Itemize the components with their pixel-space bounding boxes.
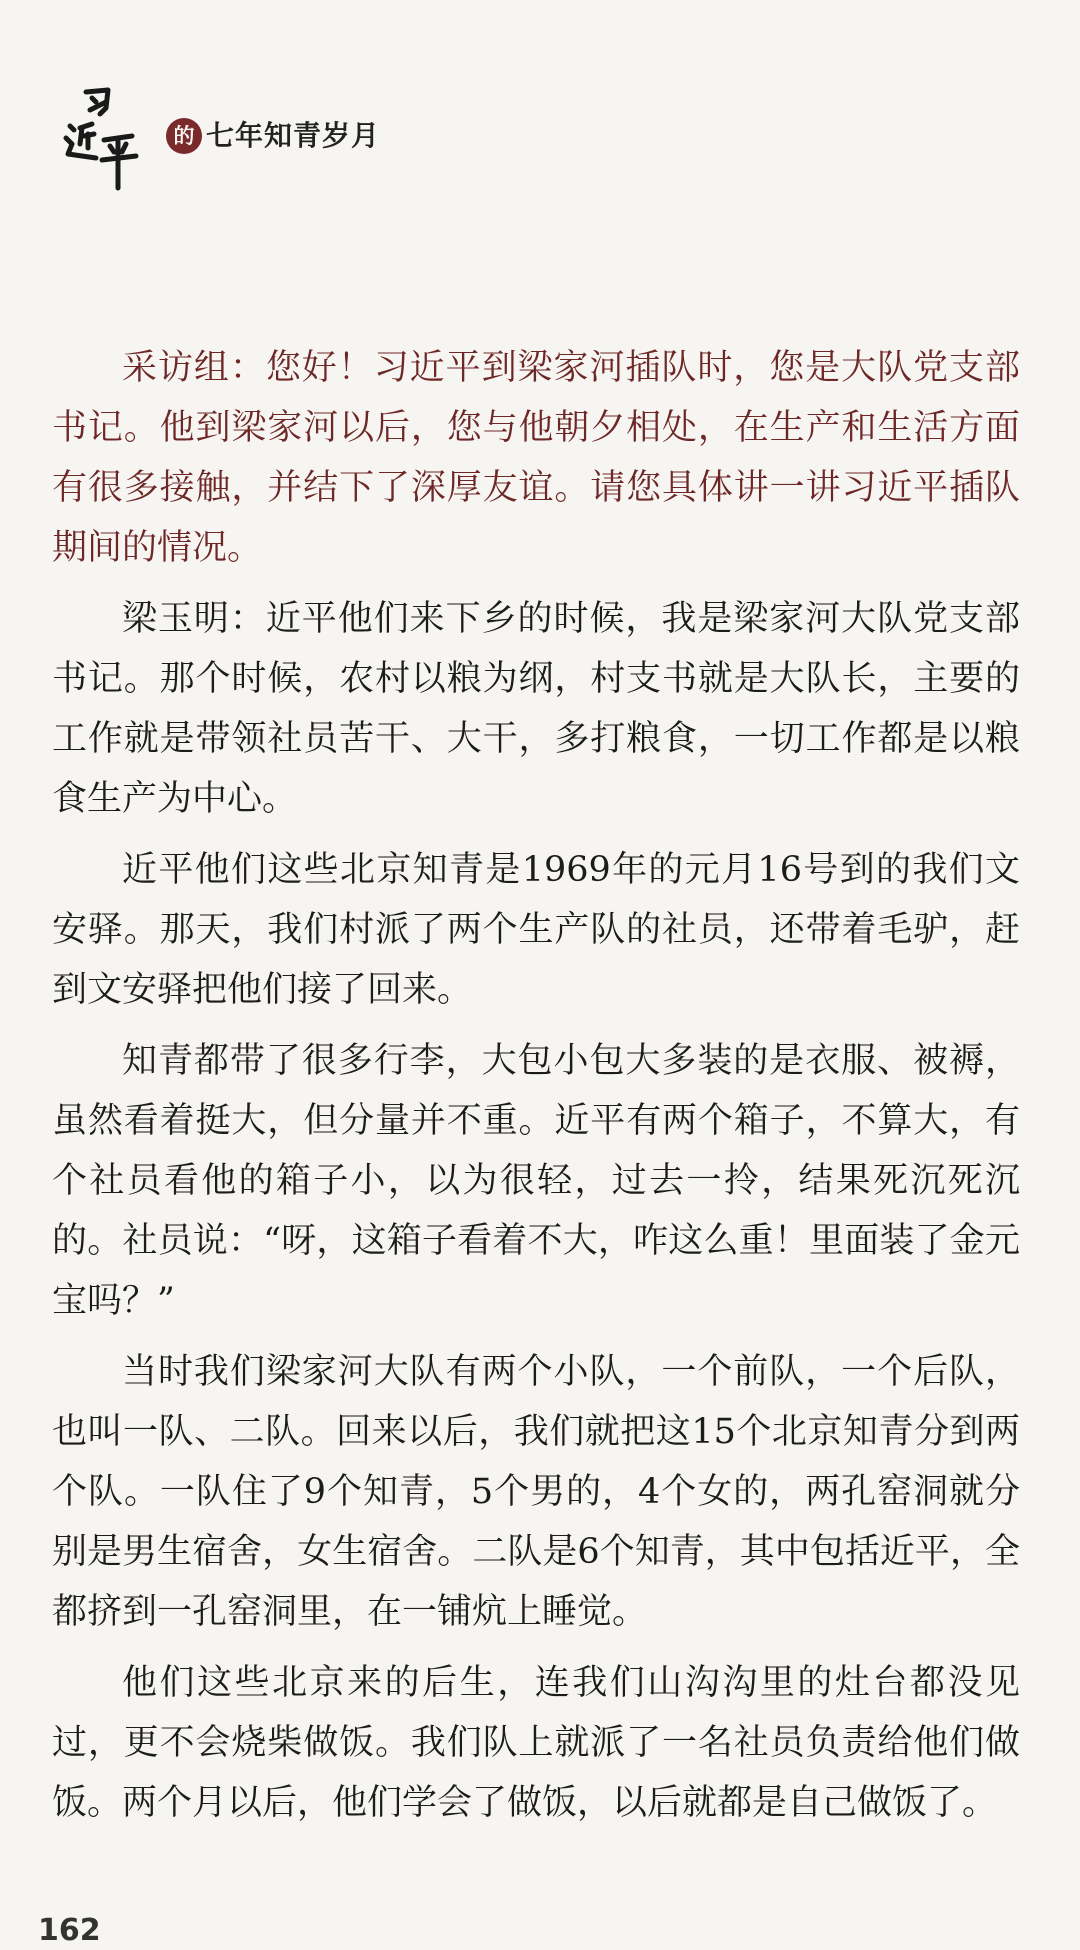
page-header: [56, 78, 456, 208]
interview-question-paragraph: 采访组：您好！习近平到梁家河插队时，您是大队党支部书记。他到梁家河以后，您与他朝夕相处，在生产和生活方面有很多接触，并结下了深厚友谊。请您具体讲一讲习近平插队期间的情况。: [52, 348, 1020, 568]
answer-paragraph: 梁玉明：近平他们来下乡的时候，我是梁家河大队党支部书记。那个时候，农村以粮为纲，村支书就是大队长，主要的工作就是带领社员苦干、大干，多打粮食，一切工作都是以粮食生产为中心。: [52, 599, 1020, 819]
calligraphy-logo: [56, 78, 156, 198]
book-title: 七年知青岁月: [206, 119, 381, 152]
article-body: [52, 338, 1020, 1833]
body-paragraph: 他们这些北京来的后生，连我们山沟沟里的灶台都没见过，更不会烧柴做饭。我们队上就派了一名社员负责给他们做饭。两个月以后，他们学会了做饭，以后就都是自己做饭了。: [52, 1663, 1020, 1823]
body-paragraph: 知青都带了很多行李，大包小包大多装的是衣服、被褥，虽然看着挺大，但分量并不重。近平有两个箱子，不算大，有个社员看他的箱子小，以为很轻，过去一拎，结果死沉死沉的。社员说：“呀，这箱子看着不大，咋这么重！里面装了金元宝吗？”: [52, 1041, 1020, 1321]
body-paragraph: 当时我们梁家河大队有两个小队，一个前队，一个后队，也叫一队、二队。回来以后，我们就把这15个北京知青分到两个队。一队住了9个知青，5个男的，4个女的，两孔窑洞就分别是男生宿舍，女生宿舍。二队是6个知青，其中包括近平，全都挤到一孔窑洞里，在一铺炕上睡觉。: [52, 1352, 1020, 1632]
de-seal-badge: 的: [166, 118, 202, 154]
page-number: 162: [38, 1913, 101, 1948]
body-paragraph: 近平他们这些北京知青是1969年的元月16号到的我们文安驿。那天，我们村派了两个生产队的社员，还带着毛驴，赶到文安驿把他们接了回来。: [52, 850, 1020, 1010]
